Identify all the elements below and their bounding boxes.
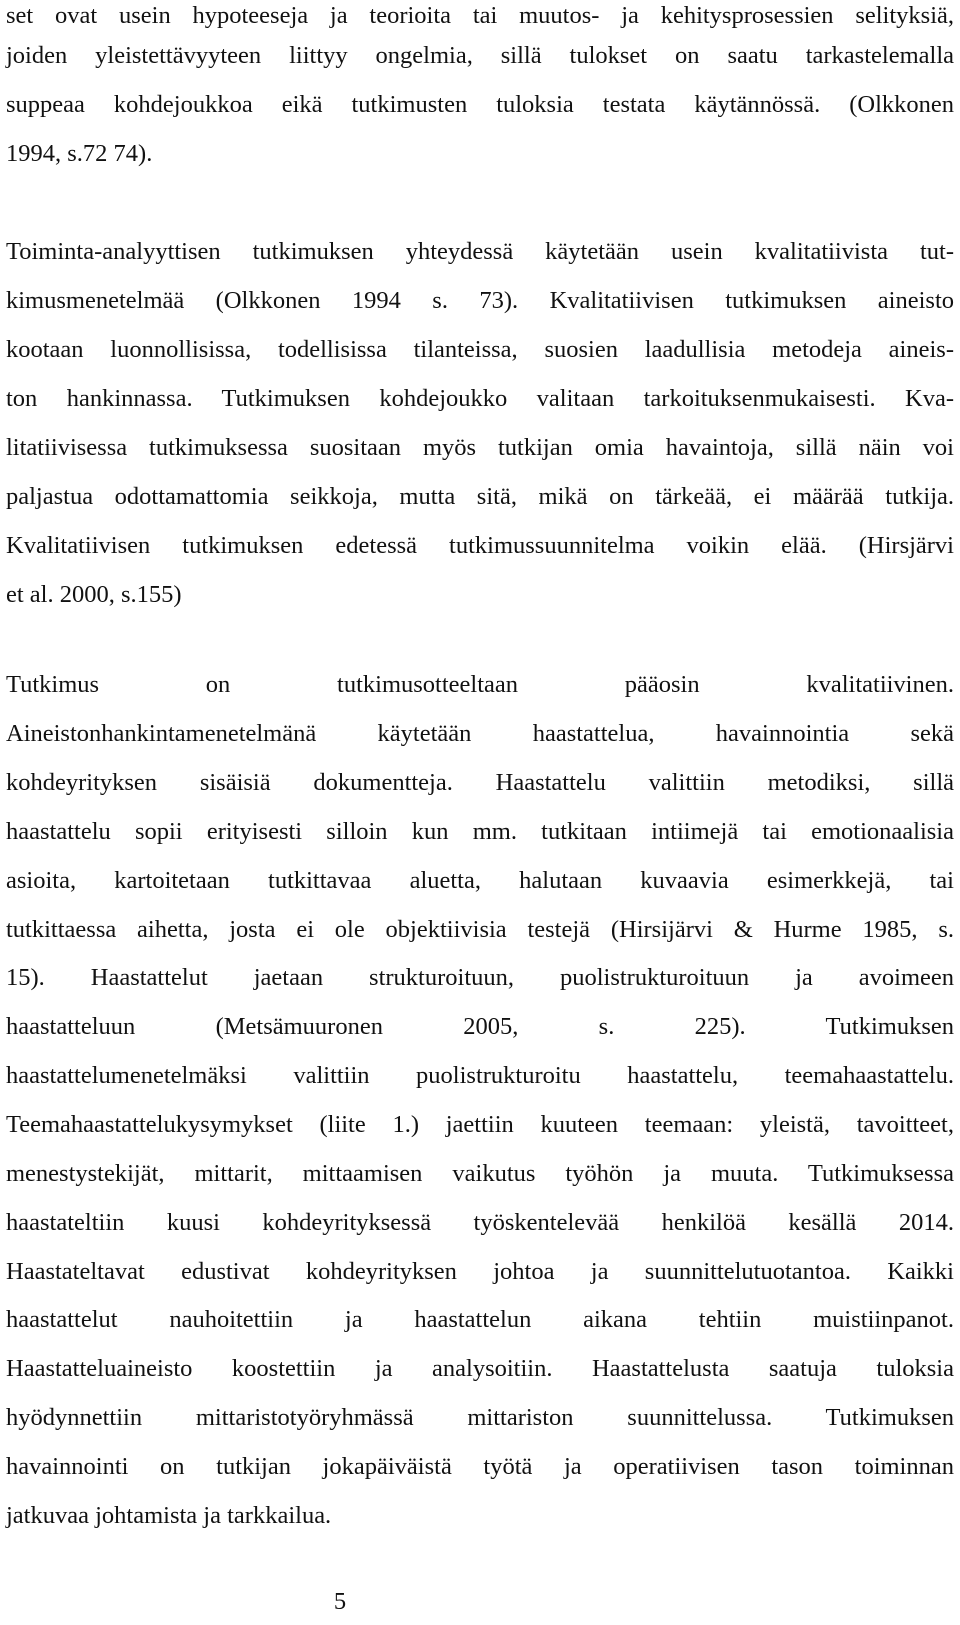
- text-line: kimusmenetelmää (Olkkonen 1994 s. 73). Kvalitatiivisen tutkimuksen aineisto: [6, 287, 954, 314]
- text-line: Toiminta-analyyttisen tutkimuksen yhteydessä käytetään usein kvalitatiivista tut-: [6, 238, 954, 265]
- text-line: Haastateltavat edustivat kohdeyrityksen johtoa ja suunnittelutuotantoa. Kaikki: [6, 1258, 954, 1285]
- text-line: Haastatteluaineisto koostettiin ja analysoitiin. Haastattelusta saatuja tuloksia: [6, 1355, 954, 1382]
- text-line: 15). Haastattelut jaetaan strukturoituun, puolistrukturoituun ja avoimeen: [6, 964, 954, 991]
- text-line: set ovat usein hypoteeseja ja teorioita tai muutos- ja kehitysprosessien selityksiä,: [6, 2, 954, 29]
- text-line: Kvalitatiivisen tutkimuksen edetessä tutkimussuunnitelma voikin elää. (Hirsjärvi: [6, 532, 954, 559]
- text-line: paljastua odottamattomia seikkoja, mutta sitä, mikä on tärkeää, ei määrää tutkija.: [6, 483, 954, 510]
- text-line: haastattelut nauhoitettiin ja haastattelun aikana tehtiin muistiinpanot.: [6, 1306, 954, 1333]
- text-line: joiden yleistettävyyteen liittyy ongelmia, sillä tulokset on saatu tarkastelemalla: [6, 42, 954, 69]
- text-line: litatiivisessa tutkimuksessa suositaan myös tutkijan omia havaintoja, sillä näin voi: [6, 434, 954, 461]
- text-line: Teemahaastattelukysymykset (liite 1.) jaettiin kuuteen teemaan: yleistä, tavoitteet,: [6, 1111, 954, 1138]
- text-line: haastattelu sopii erityisesti silloin kun mm. tutkitaan intiimejä tai emotionaalisia: [6, 818, 954, 845]
- text-line: tutkittaessa aihetta, josta ei ole objektiivisia testejä (Hirsijärvi & Hurme 1985, s.: [6, 916, 954, 943]
- text-line: suppeaa kohdejoukkoa eikä tutkimusten tuloksia testata käytännössä. (Olkkonen: [6, 91, 954, 118]
- text-line: jatkuvaa johtamista ja tarkkailua.: [6, 1502, 332, 1529]
- text-line: menestystekijät, mittarit, mittaamisen vaikutus työhön ja muuta. Tutkimuksessa: [6, 1160, 954, 1187]
- text-line: haastatteluun (Metsämuuronen 2005, s. 225). Tutkimuksen: [6, 1013, 954, 1040]
- text-line: 1994, s.72 74).: [6, 140, 153, 167]
- text-line: haastateltiin kuusi kohdeyrityksessä työskentelevää henkilöä kesällä 2014.: [6, 1209, 954, 1236]
- text-line: Tutkimus on tutkimusotteeltaan pääosin kvalitatiivinen.: [6, 671, 954, 698]
- text-line: et al. 2000, s.155): [6, 581, 182, 608]
- text-line: ton hankinnassa. Tutkimuksen kohdejoukko valitaan tarkoituksenmukaisesti. Kva-: [6, 385, 954, 412]
- text-line: hyödynnettiin mittaristotyöryhmässä mittariston suunnittelussa. Tutkimuksen: [6, 1404, 954, 1431]
- text-line: havainnointi on tutkijan jokapäiväistä työtä ja operatiivisen tason toiminnan: [6, 1453, 954, 1480]
- text-line: haastattelumenetelmäksi valittiin puolistrukturoitu haastattelu, teemahaastattelu.: [6, 1062, 954, 1089]
- text-line: Aineistonhankintamenetelmänä käytetään haastattelua, havainnointia sekä: [6, 720, 954, 747]
- text-line: kootaan luonnollisissa, todellisissa tilanteissa, suosien laadullisia metodeja aineis-: [6, 336, 954, 363]
- text-line: asioita, kartoitetaan tutkittavaa aluetta, halutaan kuvaavia esimerkkejä, tai: [6, 867, 954, 894]
- page-number: 5: [333, 1588, 347, 1615]
- text-line: kohdeyrityksen sisäisiä dokumentteja. Haastattelu valittiin metodiksi, sillä: [6, 769, 954, 796]
